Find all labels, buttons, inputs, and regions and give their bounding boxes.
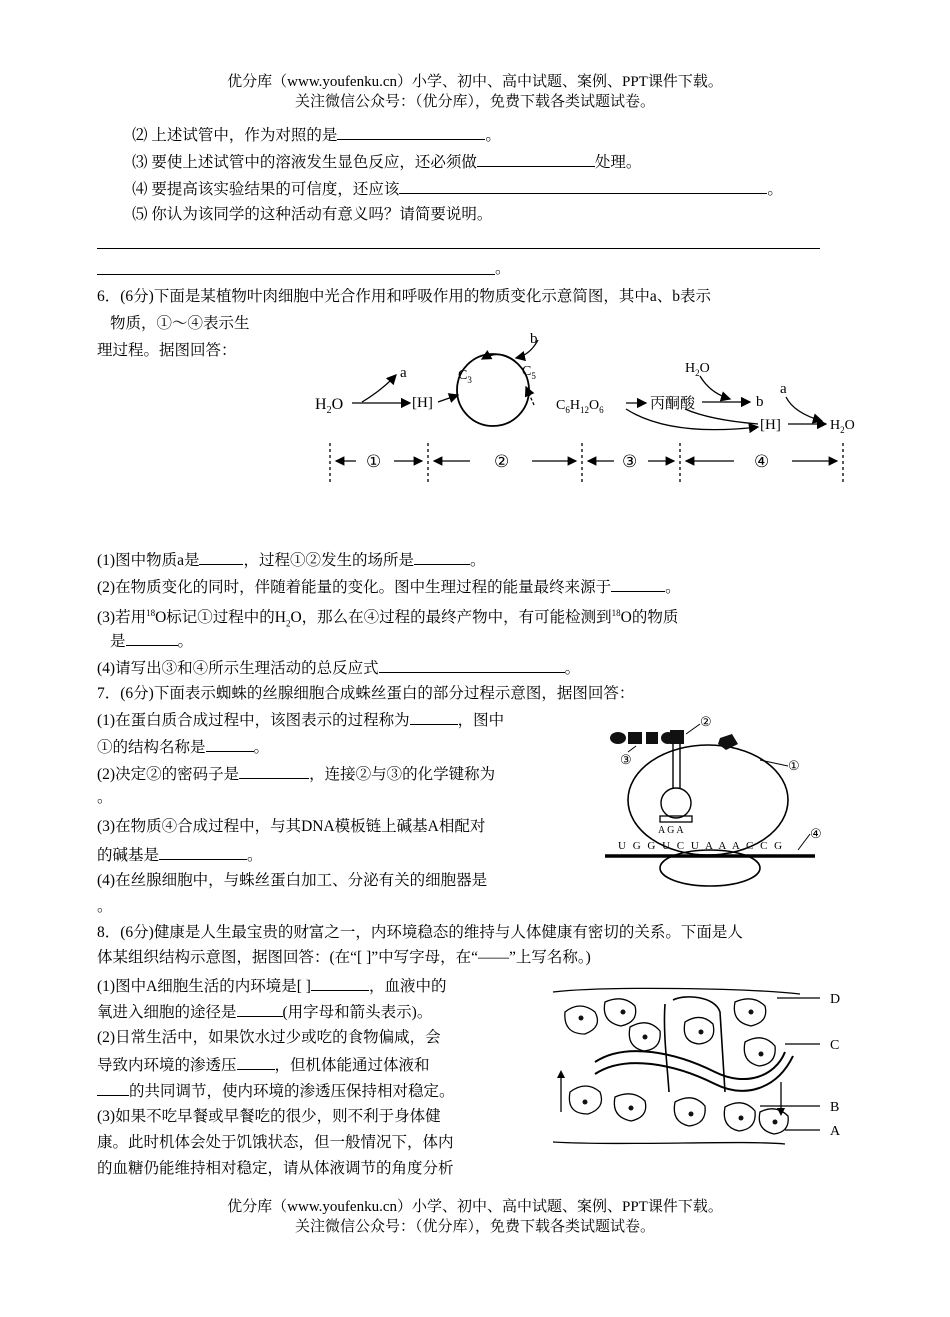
h2o-left-label: $H_2O$ <box>315 396 344 416</box>
q7-sub-1: (1)在蛋白质合成过程中，该图表示的过程称为 ，图中 <box>97 708 504 732</box>
mrna-sequence: U G G U C U A A A C C G <box>618 840 785 852</box>
amino-acid-1 <box>610 732 626 744</box>
arrow-h2o-top <box>700 376 730 399</box>
q5-part2: ⑵ 上述试管中，作为对照的是 。 <box>132 123 501 147</box>
label-c: C <box>830 1038 840 1053</box>
q8-sub-3-cont: 康。此时机体会处于饥饿状态，但一般情况下，体内 <box>97 1134 454 1151</box>
label-3: ③ <box>620 752 632 767</box>
q8-blank-2b[interactable] <box>97 1079 129 1096</box>
q6-sub-1: (1)图中物质a是 ，过程①②发生的场所是 。 <box>97 548 486 572</box>
calvin-cycle-circle <box>457 354 529 426</box>
material-b-label-1: b <box>530 331 538 347</box>
ribosome-large-subunit <box>628 745 788 855</box>
h2o-top-label: $H_2O$ <box>685 361 710 378</box>
material-a-label-2: a <box>780 381 787 397</box>
q6-blank-1b[interactable] <box>414 548 470 565</box>
pyruvate-label: 丙酮酸 <box>650 396 696 412</box>
q8-sub-2-cont: 导致内环境的渗透压 ，但机体能通过体液和 <box>97 1053 430 1077</box>
q6-sub-2: (2)在物质变化的同时，伴随着能量的变化。图中生理过程的能量最终来源于 。 <box>97 575 681 599</box>
q6-blank-3[interactable] <box>126 629 178 646</box>
q7-sub-3-cont: 的碱基是 。 <box>97 843 263 867</box>
q7-sub-4-end: 。 <box>97 898 113 915</box>
q8-blank-1b[interactable] <box>237 1000 283 1017</box>
arrow-a-to-h2o <box>786 397 822 421</box>
process-4-label: ④ <box>754 452 770 471</box>
label-d: D <box>830 992 841 1007</box>
photosynthesis-respiration-diagram <box>310 325 870 490</box>
material-b-label-2: b <box>756 394 764 410</box>
glucose-label: $C_6H_{12}O_6$ <box>556 398 604 415</box>
q7-blank-3[interactable] <box>159 843 247 860</box>
translation-diagram <box>600 708 835 888</box>
q7-sub-3: (3)在物质④合成过程中，与其DNA模板链上碱基A相配对 <box>97 818 486 835</box>
q7-blank-2[interactable] <box>239 762 309 779</box>
q8-sub-2-end: 的共同调节，使内环境的渗透压保持相对稳定。 <box>97 1079 455 1103</box>
footer-line-2: 关注微信公众号：（优分库），免费下载各类试题试卷。 <box>294 1219 655 1235</box>
trna <box>661 788 691 818</box>
amino-acid-3 <box>646 732 658 744</box>
q5-answer-line-2[interactable] <box>97 274 495 275</box>
q5-blank-4[interactable] <box>399 177 767 194</box>
q7-stem: 7．(6分)下面表示蜘蛛的丝腺细胞合成蛛丝蛋白的部分过程示意图，据图回答： <box>97 685 635 702</box>
q7-sub-1-cont: ①的结构名称是 。 <box>97 735 269 759</box>
c3-label: $C_3$ <box>458 368 472 385</box>
arrow-h-to-cycle <box>438 395 458 402</box>
q5-answer-line-1[interactable] <box>97 248 820 249</box>
q6-blank-2[interactable] <box>611 575 665 592</box>
arrow-to-a <box>362 375 396 402</box>
q7-sub-4: (4)在丝腺细胞中，与蛛丝蛋白加工、分泌有关的细胞器是 <box>97 872 488 889</box>
q5-part3: ⑶ 要使上述试管中的溶液发生显色反应，还必须做 处理。 <box>132 150 641 174</box>
label-2: ② <box>700 714 712 729</box>
process-1-label: ① <box>366 452 382 471</box>
amino-acid-carried <box>670 730 684 744</box>
q6-blank-1a[interactable] <box>199 548 243 565</box>
q8-sub-3-cont2: 的血糖仍能维持相对稳定，请从体液调节的角度分析 <box>97 1160 454 1177</box>
q8-sub-1-cont: 氧进入细胞的途径是 (用字母和箭头表示)。 <box>97 1000 432 1024</box>
q5-part5: ⑸ 你认为该同学的这种活动有意义吗？请简要说明。 <box>132 206 493 223</box>
q8-stem-2: 体某组织结构示意图，据图回答：(在“[ ]”中写字母，在“——”上写名称。) <box>97 949 591 966</box>
h-label-1: [H] <box>412 395 433 411</box>
q6-stem-3: 理过程。据图回答： <box>97 342 237 359</box>
q8-blank-2a[interactable] <box>237 1053 275 1070</box>
material-a-label: a <box>400 365 407 381</box>
header-line-2: 关注微信公众号：（优分库），免费下载各类试题试卷。 <box>294 94 655 110</box>
q8-sub-3: (3)如果不吃早餐或早餐吃的很少，则不利于身体健 <box>97 1108 441 1125</box>
q8-sub-1: (1)图中A细胞生活的内环境是[ ] ，血液中的 <box>97 974 446 998</box>
label-4: ④ <box>810 826 822 841</box>
q6-sub-3-cont: 是 。 <box>110 629 193 653</box>
q5-part4: ⑷ 要提高该实验结果的可信度，还应该 。 <box>132 177 783 201</box>
q8-sub-2: (2)日常生活中，如果饮水过少或吃的食物偏咸，会 <box>97 1029 441 1046</box>
label-b: B <box>830 1100 840 1115</box>
q6-blank-4[interactable] <box>379 656 565 673</box>
q5-end-mark: 。 <box>495 260 511 277</box>
h-label-2: [H] <box>760 417 781 433</box>
c5-label: $C_5$ <box>522 364 536 381</box>
q5-blank-2[interactable] <box>337 123 485 140</box>
q7-blank-1a[interactable] <box>410 708 458 725</box>
q7-blank-1b[interactable] <box>206 735 254 752</box>
arrow-c5-to-c3 <box>482 354 515 361</box>
tissue-structure-diagram <box>545 982 855 1152</box>
q6-sub-3: (3)若用$^{18}$O标记①过程中的$H_2O$，那么在④过程的最终产物中，有可能检测到$^{18}$O的物质 <box>97 608 679 629</box>
q8-blank-1a[interactable] <box>311 974 369 991</box>
q5-blank-3[interactable] <box>477 150 595 167</box>
q6-stem-2: 物质，①～④表示生 <box>110 315 250 332</box>
label-a: A <box>830 1124 841 1139</box>
arrow-pyruvate-to-h <box>685 409 758 424</box>
anticodon-label: A G A <box>658 825 684 836</box>
q6-sub-4: (4)请写出③和④所示生理活动的总反应式 。 <box>97 656 580 680</box>
footer-line-1: 优分库（www.youfenku.cn）小学、初中、高中试题、案例、PPT课件下载。 <box>227 1199 723 1215</box>
header-line-1: 优分库（www.youfenku.cn）小学、初中、高中试题、案例、PPT课件下载。 <box>227 74 723 90</box>
q6-stem-1: 6．(6分)下面是某植物叶肉细胞中光合作用和呼吸作用的物质变化示意简图，其中a、b表示 <box>97 288 711 305</box>
q7-sub-2-end: 。 <box>97 789 113 806</box>
process-2-label: ② <box>494 452 510 471</box>
q7-sub-2: (2)决定②的密码子是 ，连接②与③的化学键称为 <box>97 762 495 786</box>
q8-stem-1: 8．(6分)健康是人生最宝贵的财富之一，内环境稳态的维持与人体健康有密切的关系。下面是人 <box>97 924 743 941</box>
process-3-label: ③ <box>622 452 638 471</box>
label-1: ① <box>788 758 800 773</box>
h2o-right-label: $H_2O$ <box>830 418 855 435</box>
amino-acid-2 <box>628 732 642 744</box>
